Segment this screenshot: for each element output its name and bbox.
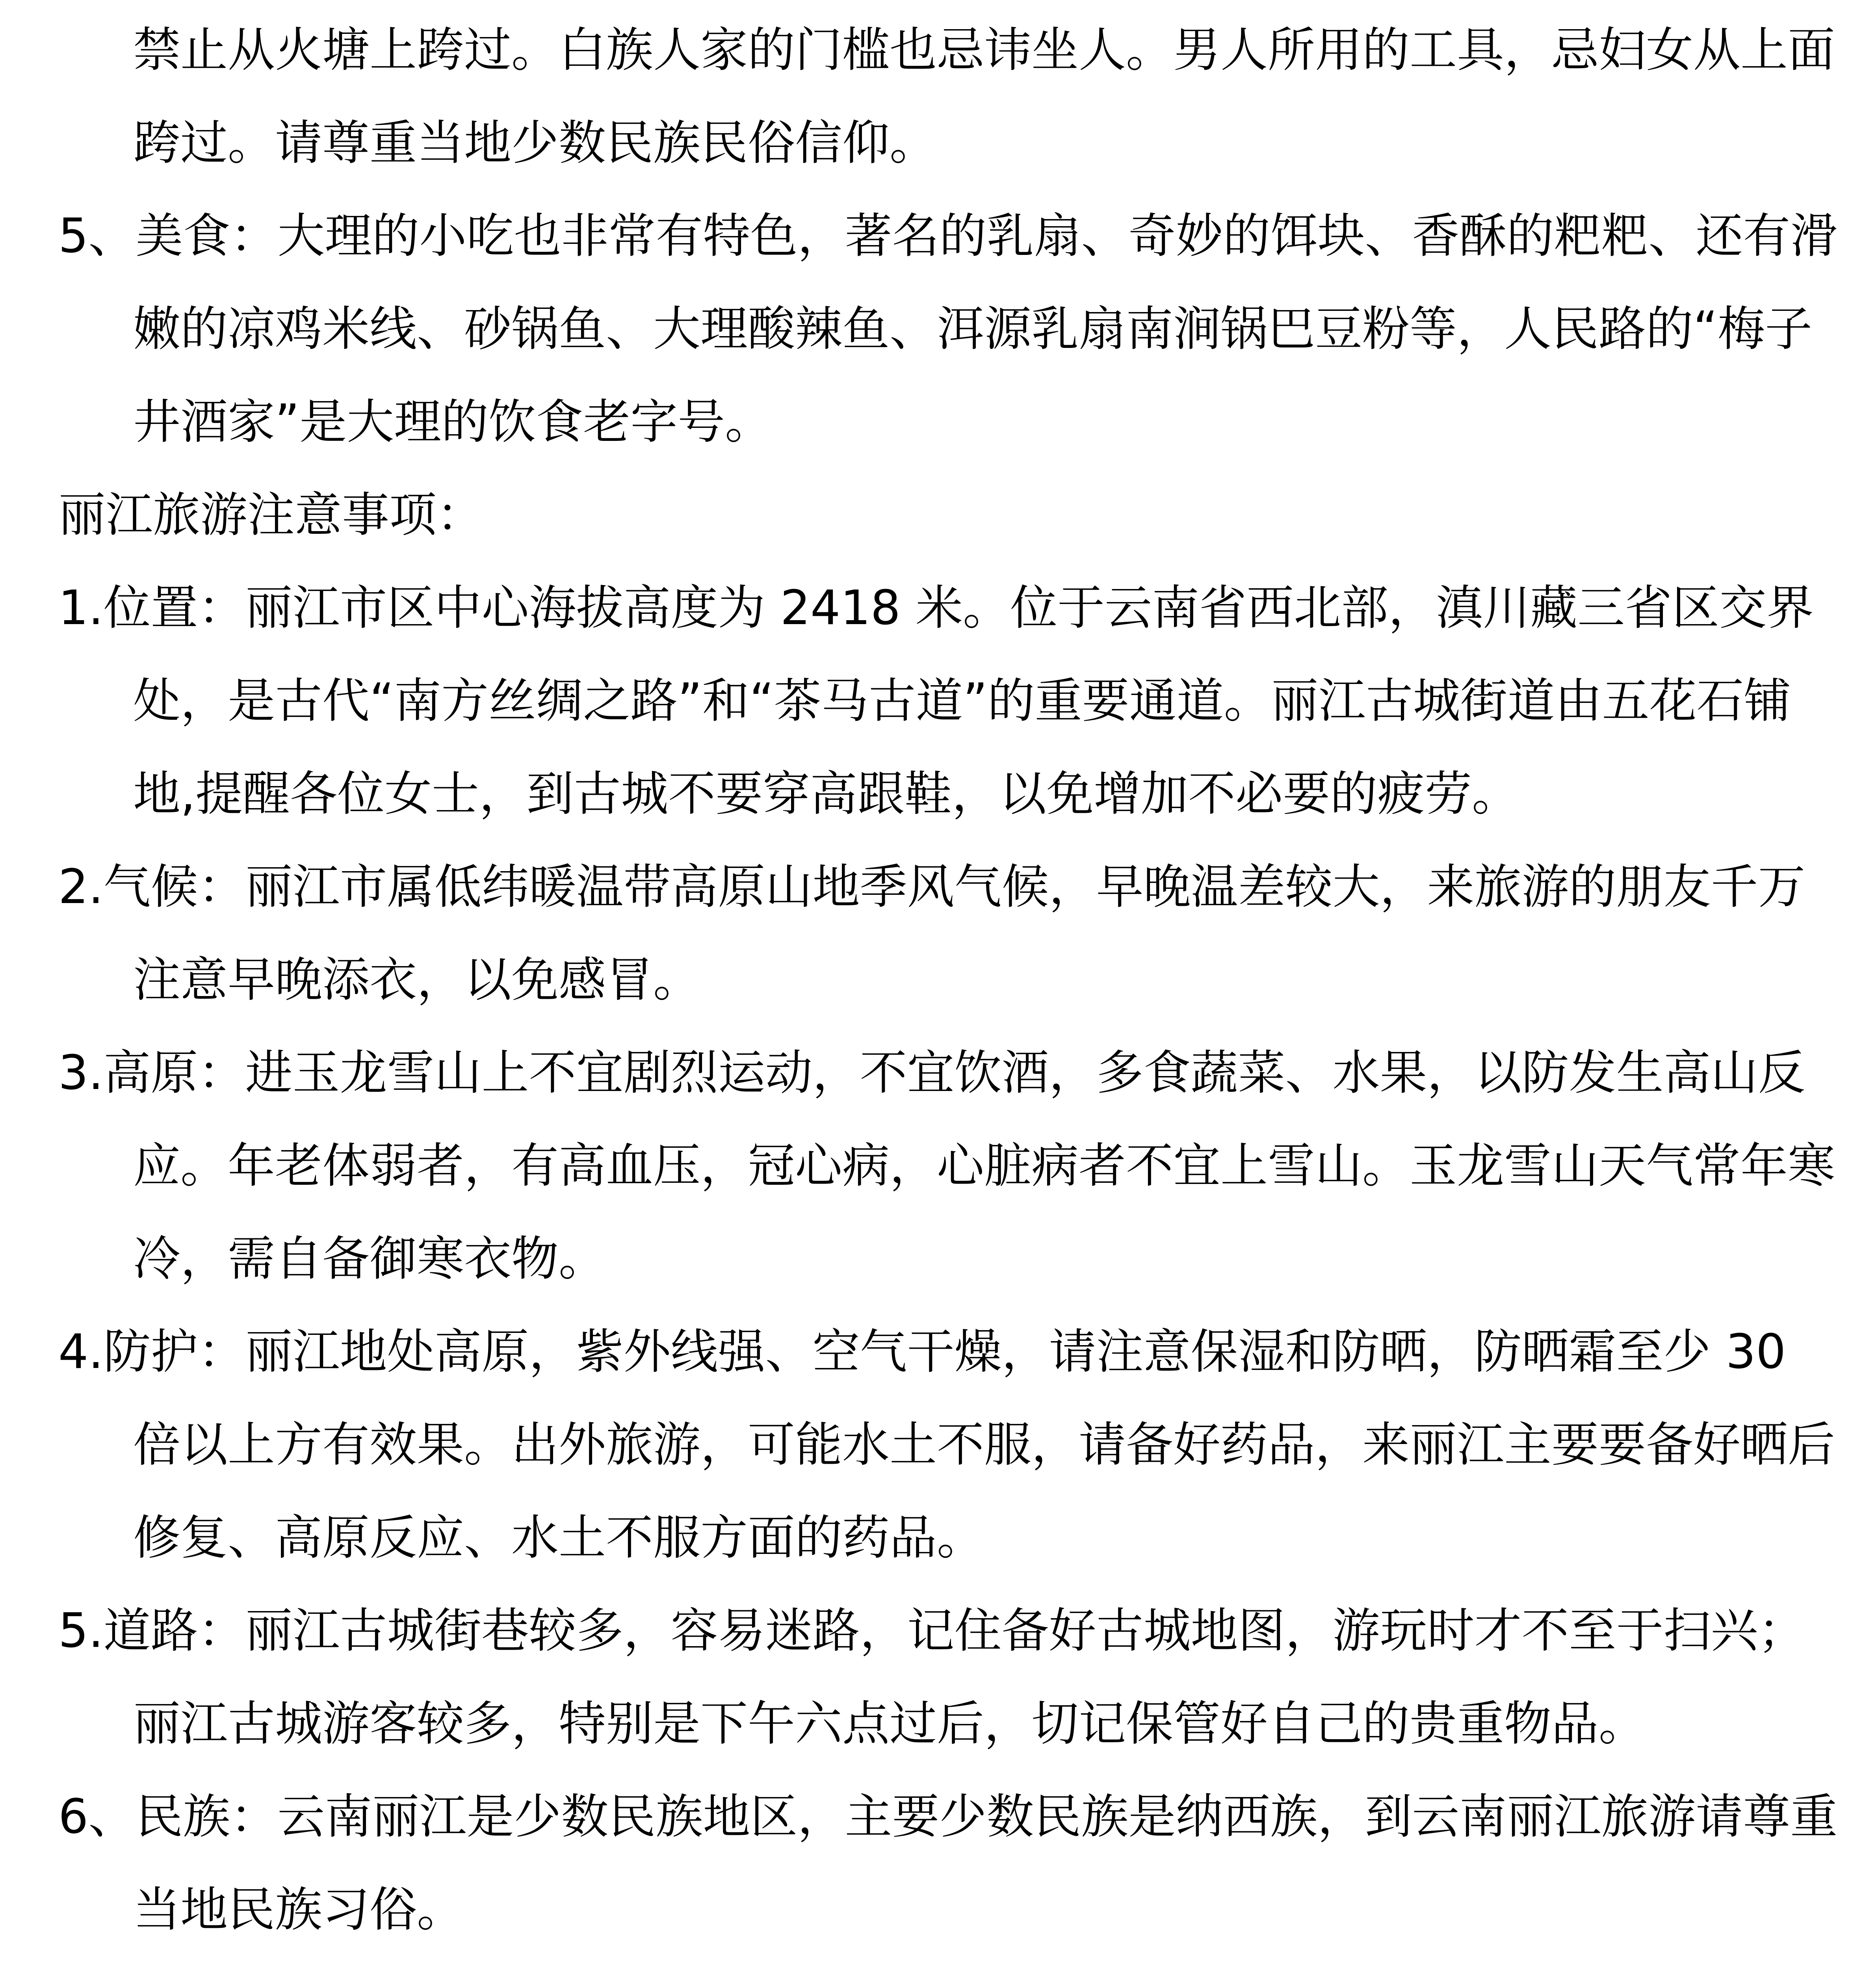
document-body: [58, 4, 1839, 1957]
dali-food-item: 5、美食：大理的小吃也非常有特色，著名的乳扇、奇妙的饵块、香酥的粑粑、还有滑嫩的凉鸡米线、砂锅鱼、大理酸辣鱼、洱源乳扇南涧锅巴豆粉等，人民路的“梅子井酒家”是大理的饮食老字号。: [58, 209, 1838, 450]
lijiang-item-altitude: 3.高原：进玉龙雪山上不宜剧烈运动，不宜饮酒，多食蔬菜、水果，以防发生高山反应。年老体弱者，有高血压，冠心病，心脏病者不宜上雪山。玉龙雪山天气常年寒冷，需自备御寒衣物。: [58, 1046, 1835, 1286]
lijiang-item-location: 1.位置：丽江市区中心海拔高度为 2418 米。位于云南省西北部，滇川藏三省区交界处，是古代“南方丝绸之路”和“茶马古道”的重要通道。丽江古城街道由五花石铺地,提醒各位女士，到古城不要穿高跟鞋，以免增加不必要的疲劳。: [58, 581, 1814, 821]
lijiang-section-heading: 丽江旅游注意事项：: [58, 488, 484, 543]
lijiang-item-climate: 2.气候：丽江市属低纬暖温带高原山地季风气候，早晚温差较大，来旅游的朋友千万注意早晚添衣，以免感冒。: [58, 860, 1805, 1007]
lijiang-item-protection: 4.防护：丽江地处高原，紫外线强、空气干燥，请注意保湿和防晒，防晒霜至少 30 倍以上方有效果。出外旅游，可能水土不服，请备好药品，来丽江主要要备好晒后修复、高原反应、水土不服方面的药品。: [58, 1325, 1835, 1565]
dali-customs-continuation: 禁止从火塘上跨过。白族人家的门槛也忌讳坐人。男人所用的工具，忌妇女从上面跨过。请尊重当地少数民族民俗信仰。: [133, 23, 1835, 171]
lijiang-item-ethnicity: 6、民族：云南丽江是少数民族地区，主要少数民族是纳西族，到云南丽江旅游请尊重当地民族习俗。: [58, 1790, 1838, 1937]
lijiang-item-roads: 5.道路：丽江古城街巷较多，容易迷路，记住备好古城地图，游玩时才不至于扫兴；丽江古城游客较多，特别是下午六点过后，切记保管好自己的贵重物品。: [58, 1604, 1805, 1751]
